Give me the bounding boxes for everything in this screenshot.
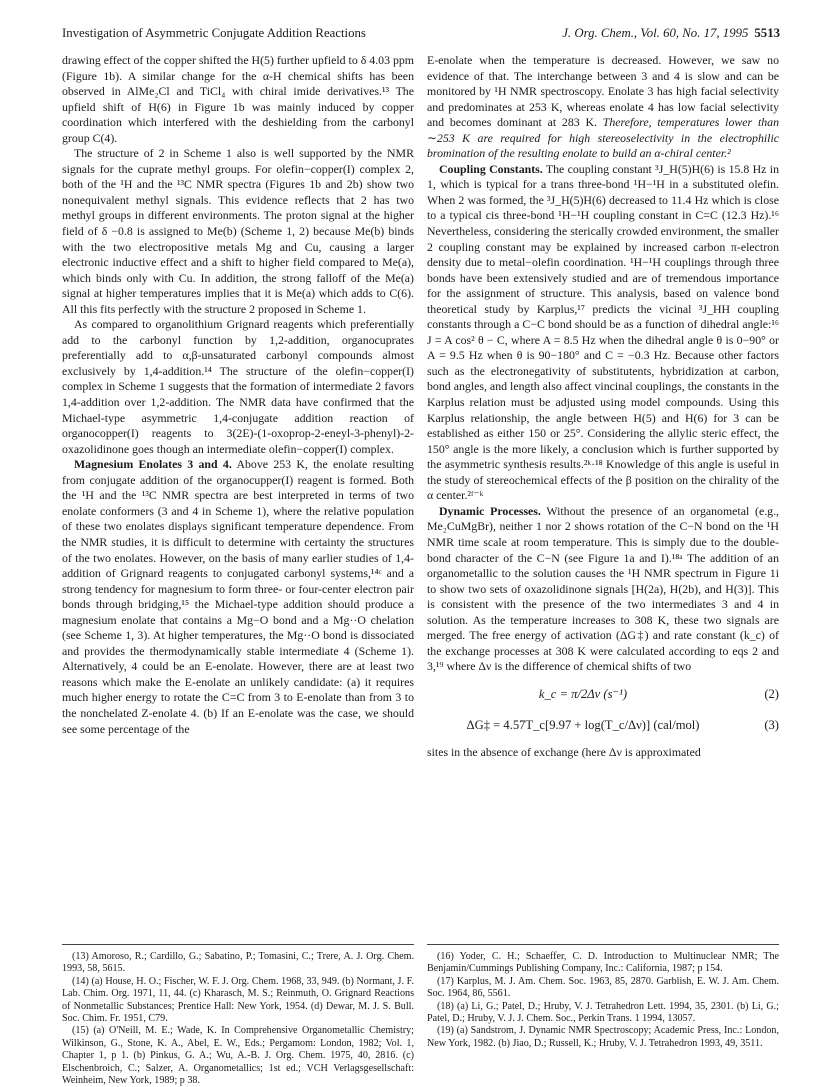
footnote: (13) Amoroso, R.; Cardillo, G.; Sabatino, P.; Tomasini, C.; Trere, A. J. Org. Chem. 1993, 58, 5615. bbox=[62, 951, 414, 975]
section-heading: Dynamic Processes. bbox=[439, 503, 541, 518]
section-heading: Coupling Constants. bbox=[439, 161, 543, 176]
paragraph-body: Above 253 K, the enolate resulting from conjugate addition of the organocupper(I) reagent is formed. Both the ¹H and the ¹³C NMR spectra are best interpreted in terms of two enolate conformers (3 and 4 in Scheme 1), where the relative population of these two enolates displays significant temperature dependence. From the NMR studies, it is difficult to determine with certainty the structures of the two enolates. However, on the basis of many earlier studies of 1,4-addition of Grignard reagents to conjugated carbonyl systems,¹⁴ᶜ and a strong tendency for magnesium to form three- or four-center electron pair bonds through bridging,¹⁵ the Michael-type addition should produce a magnesium enolate that contains a Mg−O bond and a Mg··O chelation (see Scheme 1, 3). At higher temperatures, the Mg··O bond is dissociated and provides the thermodynamically stable intermediate 4 (Scheme 1). Alternatively, 4 could be an E-enolate. However, there are at least two reasons which make the E-enolate an unlikely candidate: (a) it requires much higher energy to rotate the C=C from 3 to E-enolate than from 3 to the nonchelated Z-enolate 4. (b) If an E-enolate was the case, we should see some percentage of the bbox=[62, 457, 414, 736]
page-number: 5513 bbox=[754, 26, 780, 40]
equation-expression: k_c = π/2Δν (s⁻¹) bbox=[538, 686, 628, 701]
equation-expression: ΔG‡ = 4.57T_c[9.97 + log(T_c/Δν)] (cal/mol) bbox=[466, 717, 700, 732]
running-header bbox=[62, 26, 780, 46]
paragraph bbox=[427, 53, 779, 162]
footnote: (16) Yoder, C. H.; Schaeffer, C. D. Introduction to Multinuclear NMR; The Benjamin/Cummings Publishing Company, Inc.: California, 1987; p 154. bbox=[427, 951, 779, 975]
paragraph-body: E-enolate when the temperature is decreased. However, we saw no evidence of that. The interchange between 3 and 4 is slow and can be monitored by ¹H NMR spectroscopy. Enolate 3 has high facial selectivity and predominates at 253 K, whereas enolate 4 has low facial selectivity and becomes dominant at 283 K. bbox=[427, 53, 779, 130]
equation-number: (3) bbox=[764, 717, 779, 732]
left-column bbox=[62, 53, 414, 938]
footnote: (17) Karplus, M. J. Am. Chem. Soc. 1963, 85, 2870. Garblish, E. W. J. Am. Chem. Soc. 1964, 86, 5561. bbox=[427, 975, 779, 1000]
running-title: Investigation of Asymmetric Conjugate Addition Reactions bbox=[62, 26, 366, 40]
footnote-rule bbox=[62, 944, 414, 945]
equation-2 bbox=[427, 681, 779, 708]
footnotes-right bbox=[427, 951, 779, 1050]
paragraph: The structure of 2 in Scheme 1 also is well supported by the NMR signals for the cuprate methyl groups. For olefin−copper(I) complex 2, both of the ¹H and the ¹³C NMR spectra (Figures 1b and 2b) show two nonequivalent methyl signals. This evidence reflects that 2 has two methyl groups in different environments. The proton signal at the higher field of δ −0.8 is assigned to Me(b) (Scheme 1, 2) because Me(b) binds with the two electropositive metals Mg and Cu, causing a larger electronic inductive effect and a shift to higher field compared to Me(a), which binds only with Cu. In addition, the strong falloff of the Me(a) signal at higher temperatures implies that it is Me(a) which adds to C(6). All this fits perfectly with the structure 2 proposed in Scheme 1. bbox=[62, 146, 414, 316]
paragraph: drawing effect of the copper shifted the H(5) further upfield to δ 4.03 ppm (Figure 1b). A similar change for the α-H chemical shifts has been observed in AlMe₂Cl and TiCl₄ with chiral imide derivatives.¹³ The upfield shift of H(6) in Figure 1b was mainly induced by copper coordination which interfered with the deshielding from the carbonyl group C(4). bbox=[62, 53, 415, 145]
emphasis-text: Therefore, temperatures lower than ∼253 K are required for high stereoselectivity in the electrophilic bromination of the resulting enolate to build an α-chiral center.² bbox=[427, 115, 779, 161]
footnote: (18) (a) Li, G.; Patel, D.; Hruby, V. J. Tetrahedron Lett. 1994, 35, 2301. (b) Li, G.; Patel, D.; Hruby, V. J. J. Chem. Soc., Perkin Trans. 1 1994, 13057. bbox=[427, 1000, 779, 1025]
paragraph bbox=[427, 504, 779, 675]
footnote: (19) (a) Sandstrom, J. Dynamic NMR Spectroscopy; Academic Press, Inc.: London, New York, 1982. (b) Jiao, D.; Russell, K.; Hruby, V. J. Tetrahedron 1993, 49, 3511. bbox=[427, 1025, 779, 1049]
paragraph: As compared to organolithium Grignard reagents which preferentially add to the carbonyl function by 1,2-addition, organocuprates preferentially add to α,β-unsaturated carbonyl compounds almost exclusively by 1,4-addition.¹⁴ The structure of the olefin−copper(I) complex in Scheme 1 suggests that the formation of intermediate 2 favors 1,4-addition over 1,2-addition. The NMR data have confirmed that the Michael-type asymmetric 1,4-conjugate addition reaction of organocopper(I) reagents to 3(2E)-(1-oxoprop-2-eneyl-3-phenyl)-2-oxazolidinone goes though an intermediate olefin−copper(I) complex. bbox=[62, 317, 414, 456]
paragraph: sites in the absence of exchange (here Δν is approximated bbox=[427, 744, 701, 759]
paragraph-body: Without the presence of an organometal (e.g., Me₂CuMgBr), neither 1 nor 2 shows rotation of the C−N bond on the ¹H NMR time scale at room temperature. This is simply due to the double-bond character of the C−N (see Figure 1a and I).¹⁸ᵃ The addition of an organometallic to the solution causes the ¹H NMR spectrum in Figure 1i to show two sets of oxazolidinone signals [H(2a), H(2b), and H(3)]. This is consistent with the presence of the two intermediates 3 and 4 in solution. As the temperature increases to 308 K, these two signals are merged. The free energy of activation (ΔG‡) and rate constant (k_c) of the exchange processes at 308 K were calculated according to eqs 2 and 3,¹⁹ where Δν is the difference of chemical shifts of two bbox=[427, 503, 780, 674]
paragraph bbox=[427, 162, 779, 504]
journal-citation bbox=[562, 26, 780, 41]
paragraph-body: The coupling constant ³J_H(5)H(6) is 15.8 Hz in 1, which is typical for a trans three-bond ¹H−¹H in a substituted olefin. When 2 was formed, the ³J_H(5)H(6) decreased to 11.4 Hz which is close to a typical cis three-bond ¹H−¹H coupling constant in C=C (12.3 Hz).¹⁶ Nevertheless, considering the sterically crowded environment, the smaller 2 coupling constant may be explained by increased carbon π-electron density due to metal−olefin coordination. ¹H−¹H couplings through three bonds have been extensively studied and are of tremendous importance for the assignment of structure. This analysis, based on valence bond theoretical study by Karplus,¹⁷ predicts the vicinal ³J_HH coupling constants through a C−C bond should be as a function of dihedral angle:¹⁶ J = A cos² θ − C, where A = 8.5 Hz when the dihedral angle θ is 0−90° or A = 9.5 Hz when θ is 90−180° and C = −0.3 Hz. Because other factors such as the electronegativity of substitutents, hybridization at carbon, bond angles, and length also affect vincinal couplings, the constants in the Karplus relation must be adjusted using model compounds. Using this Karplus relationship, the angle between H(5) and H(6) for 3 can be established as either 150 or 25°. Considering the allylic steric effect, the 150° angle is the more likely, a conclusion which is further supported by the asymmetric synthesis results.²ᵏ·¹⁸ Knowledge of this angle is useful in the study of stereochemical effects of the β position on the chirality of the α center.²ᶠ⁻ᵏ bbox=[427, 161, 779, 503]
section-heading: Magnesium Enolates 3 and 4. bbox=[74, 457, 232, 472]
footnote: (14) (a) House, H. O.; Fischer, W. F. J. Org. Chem. 1968, 33, 949. (b) Normant, J. F. Lab. Chim. Org. 1971, 11, 44. (c) Kharasch, M. S.; Reinmuth, O. Grignard Reactions of Nonmetallic Substances; Prentice Hall: New York, 1954. (d) Dewar, M. J. S. Bull. Soc. Chim. Fr. 1951, C79. bbox=[62, 975, 414, 1025]
right-column bbox=[427, 53, 779, 938]
footnote: (15) (a) O'Neill, M. E.; Wade, K. In Comprehensive Organometallic Chemistry; Wilkinson, G., Stone, K. A., Abel, E. W., Eds.; Pergamom: London, 1982; Vol. 1, Chapter 1, p 1. (b) Pinkus, G. A.; Wu, A.-B. J. Org. Chem. 1975, 40, 2816. (c) Elschenbroich, C.; Salzer, A. Organometallics; 1st ed.; VCH Verlagsgesellschaft: Weinheim, New York, 1989; p 38. bbox=[62, 1025, 414, 1087]
journal-name: J. Org. Chem., Vol. 60, No. 17, 1995 bbox=[562, 26, 749, 40]
footnotes-left bbox=[62, 951, 414, 1087]
equation-number: (2) bbox=[764, 686, 779, 701]
footnote-rule bbox=[427, 944, 779, 945]
equation-3 bbox=[427, 712, 779, 739]
paragraph bbox=[62, 457, 414, 737]
